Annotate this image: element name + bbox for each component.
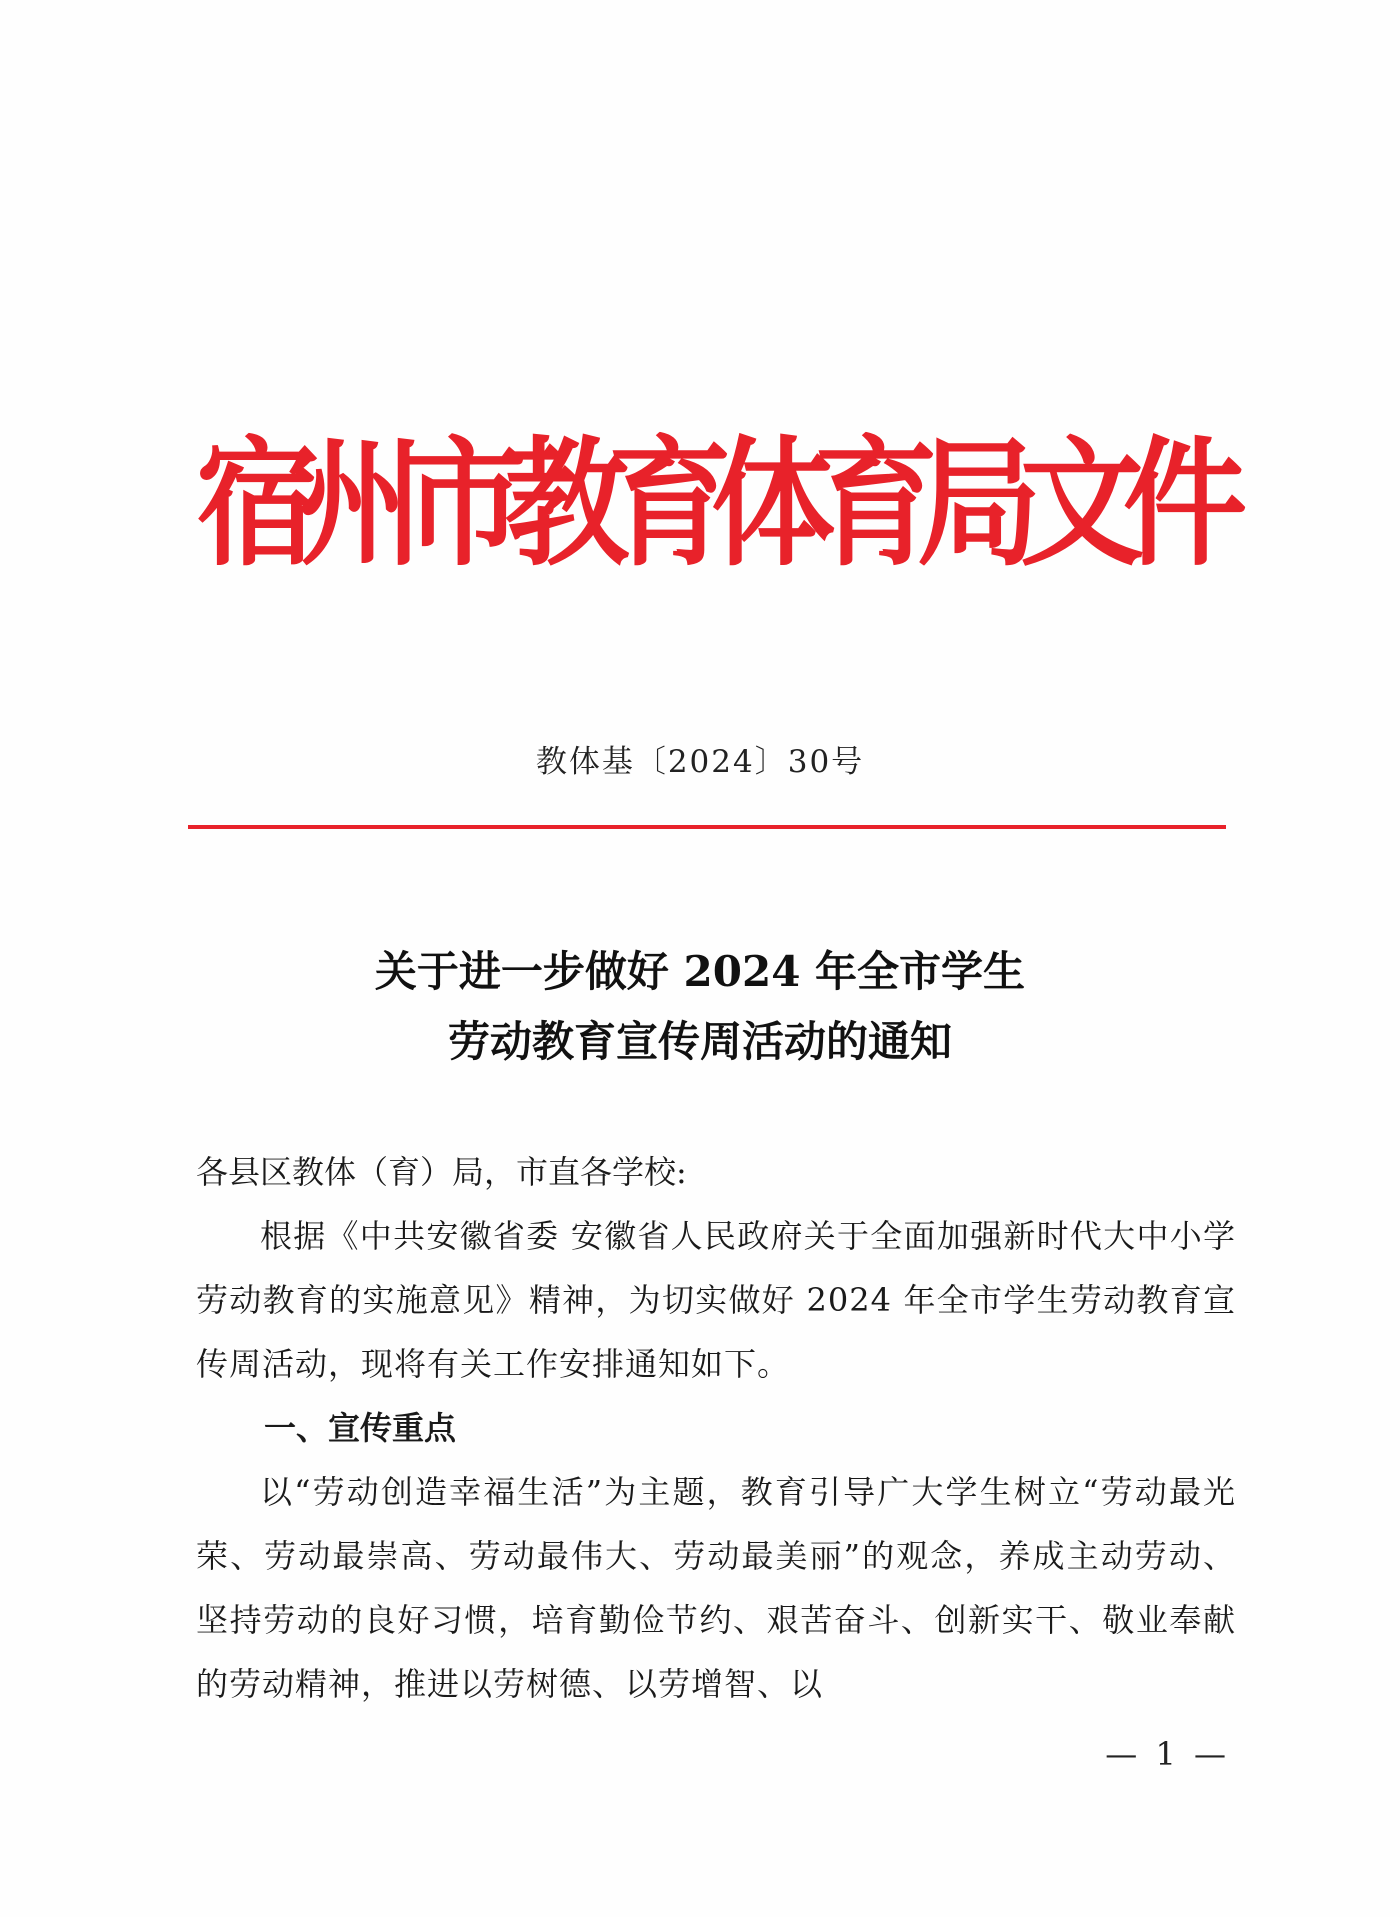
masthead-title (196, 423, 1248, 586)
masthead-char: 体 (711, 423, 836, 586)
red-divider-line (188, 825, 1226, 829)
section-heading-1: 一、宣传重点 (264, 1409, 457, 1447)
masthead-char: 局 (917, 423, 1042, 586)
masthead-char: 育 (814, 423, 939, 586)
masthead-char: 市 (402, 423, 527, 586)
body-paragraph-2: 以“劳动创造幸福生活”为主题，教育引导广大学生树立“劳动最光荣、劳动最崇高、劳动最伟大、劳动最美丽”的观念，养成主动劳动、坚持劳动的良好习惯，培育勤俭节约、艰苦奋斗、创新实干、敬业奉献的劳动精神，推进以劳树德、以劳增智、以 (196, 1473, 1236, 1703)
masthead-char: 州 (299, 423, 424, 586)
body-paragraph-1: 根据《中共安徽省委 安徽省人民政府关于全面加强新时代大中小学劳动教育的实施意见》精神，为切实做好 2024 年全市学生劳动教育宣传周活动，现将有关工作安排通知如下。 (196, 1217, 1236, 1383)
document-title-line-1: 关于进一步做好 2024 年全市学生 (374, 947, 1026, 996)
masthead-char: 宿 (196, 423, 321, 586)
salutation: 各县区教体（育）局，市直各学校: (196, 1153, 687, 1191)
masthead-char: 文 (1020, 423, 1145, 586)
masthead-char: 件 (1123, 423, 1248, 586)
document-number: 教体基〔2024〕30号 (535, 744, 865, 780)
masthead-char: 育 (608, 423, 733, 586)
document-title-line-2: 劳动教育宣传周活动的通知 (447, 1017, 952, 1066)
page-number: — 1 — (1105, 1735, 1230, 1773)
masthead-char: 教 (505, 423, 630, 586)
